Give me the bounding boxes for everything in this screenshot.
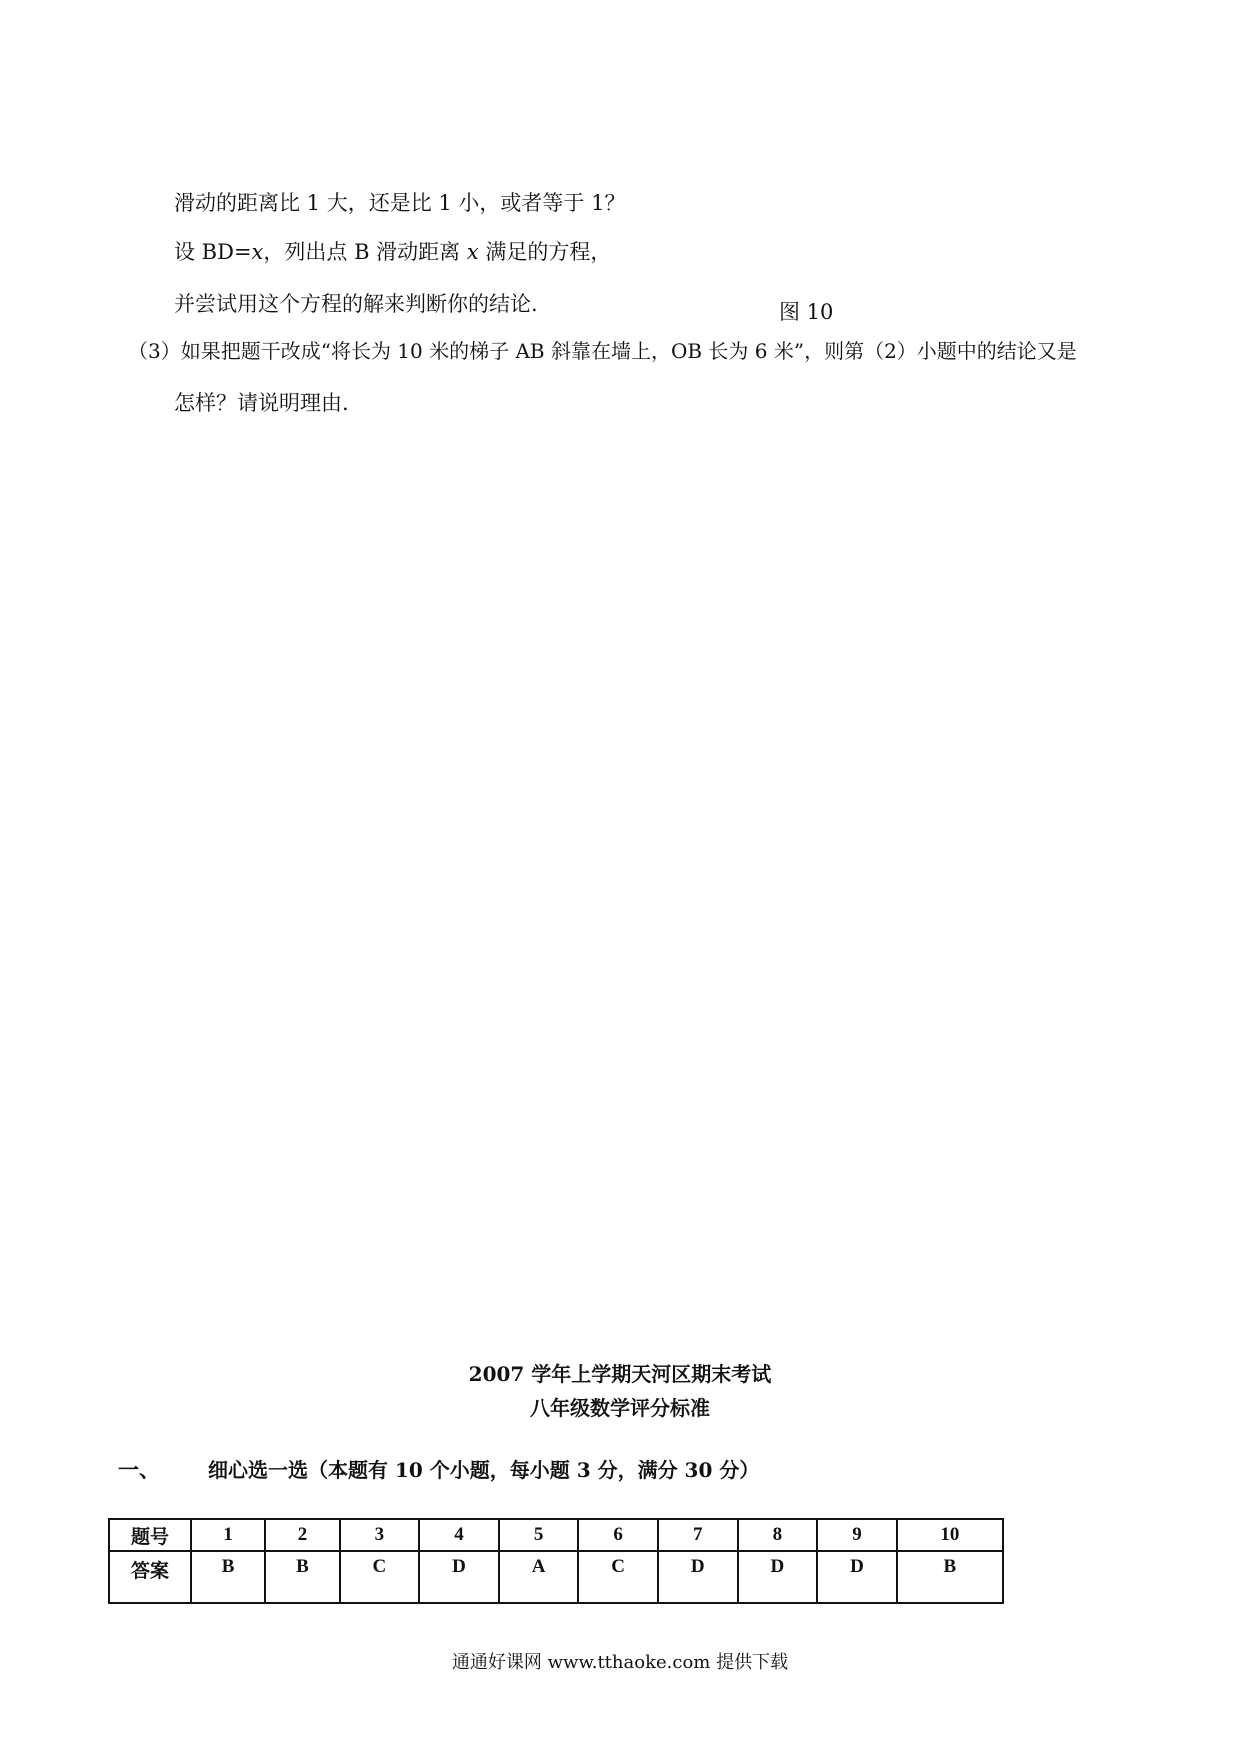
table-cell-number: 8 [738, 1519, 818, 1551]
question-line-2-middle: ，列出点 B 滑动距离 [263, 240, 467, 264]
scoring-title-1: 2007 学年上学期天河区期末考试 [468, 1362, 772, 1386]
table-cell-answer: D [738, 1551, 818, 1603]
question-line-2 [174, 237, 611, 267]
question-line-1: 滑动的距离比 1 大，还是比 1 小，或者等于 1？ [174, 191, 626, 215]
question-line-3: 并尝试用这个方程的解来判断你的结论. [174, 292, 538, 316]
table-cell-answer: C [340, 1551, 420, 1603]
table-cell-number: 1 [191, 1519, 265, 1551]
table-cell-number: 5 [499, 1519, 579, 1551]
table-cell-answer: D [658, 1551, 738, 1603]
table-cell-answer: A [499, 1551, 579, 1603]
table-row-answers [109, 1551, 1003, 1603]
question-part-3-line-1: （3）如果把题干改成“将长为 10 米的梯子 AB 斜靠在墙上，OB 长为 6 米”，则第（2）小题中的结论又是 [128, 339, 1077, 363]
section-number: 一、 [118, 1457, 160, 1482]
table-cell-answer: B [191, 1551, 265, 1603]
table-cell-number: 9 [817, 1519, 897, 1551]
table-cell-answer: D [817, 1551, 897, 1603]
answer-table [108, 1518, 1004, 1604]
table-cell-number: 10 [897, 1519, 1003, 1551]
table-header-answer: 答案 [109, 1551, 191, 1603]
table-cell-number: 6 [578, 1519, 658, 1551]
section-title: 细心选一选（本题有 10 个小题，每小题 3 分，满分 30 分） [208, 1458, 760, 1482]
question-line-2-suffix: 满足的方程， [478, 240, 612, 264]
table-header-question-number: 题号 [109, 1519, 191, 1551]
question-line-2-prefix: 设 BD= [174, 240, 252, 264]
table-cell-answer: B [265, 1551, 339, 1603]
table-cell-number: 3 [340, 1519, 420, 1551]
table-cell-number: 7 [658, 1519, 738, 1551]
table-cell-answer: D [419, 1551, 499, 1603]
question-part-3-line-2: 怎样？请说明理由. [174, 391, 349, 415]
table-cell-answer: C [578, 1551, 658, 1603]
variable-x-2: x [466, 240, 479, 264]
table-cell-answer: B [897, 1551, 1003, 1603]
table-cell-number: 4 [419, 1519, 499, 1551]
scoring-title-2: 八年级数学评分标准 [530, 1396, 710, 1420]
table-row-numbers [109, 1519, 1003, 1551]
page-footer: 通通好课网 www.tthaoke.com 提供下载 [451, 1652, 789, 1673]
variable-x: x [251, 240, 264, 264]
figure-label: 图 10 [779, 300, 834, 324]
table-cell-number: 2 [265, 1519, 339, 1551]
